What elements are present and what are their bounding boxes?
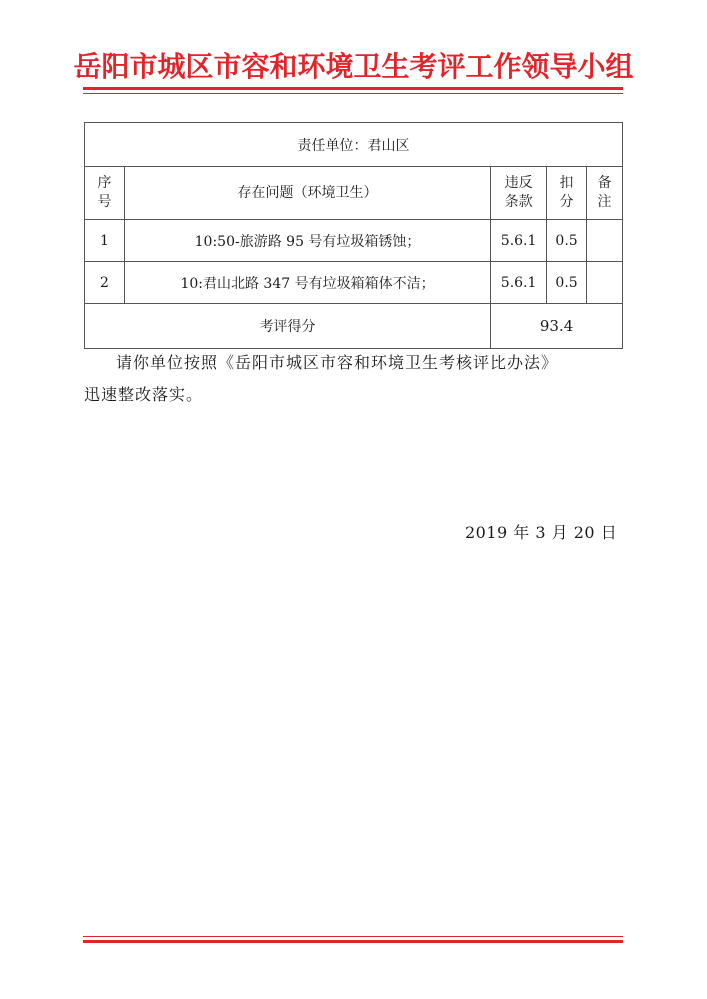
- instruction-paragraph: [84, 347, 624, 411]
- row-issue: 10:50-旅游路 95 号有垃圾箱锈蚀；: [124, 220, 490, 262]
- row-clause: 5.6.1: [491, 262, 547, 304]
- row-clause: 5.6.1: [491, 220, 547, 262]
- score-value: 93.4: [491, 304, 623, 349]
- issues-table: [84, 122, 623, 349]
- row-no: 1: [85, 220, 125, 262]
- header-no: 序 号: [85, 167, 125, 220]
- issue-date: 2019 年 3 月 20 日: [465, 523, 618, 542]
- header-remark: 备 注: [587, 167, 623, 220]
- table-row: [85, 262, 623, 304]
- responsible-unit-row: [85, 123, 623, 167]
- row-deduction: 0.5: [547, 220, 587, 262]
- row-no: 2: [85, 262, 125, 304]
- instruction-line-1: 请你单位按照《岳阳市城区市容和环境卫生考核评比办法》: [116, 353, 559, 372]
- responsible-unit: 责任单位：君山区: [85, 123, 623, 167]
- row-remark: [587, 220, 623, 262]
- header-deduction: 扣 分: [547, 167, 587, 220]
- document-title: 岳阳市城区市容和环境卫生考评工作领导小组: [73, 50, 634, 83]
- header-rule-thin: [83, 93, 623, 94]
- footer-rule-thick: [83, 940, 623, 943]
- table-row: [85, 220, 623, 262]
- header-rule-thick: [83, 87, 623, 90]
- header-clause: 违反 条款: [491, 167, 547, 220]
- score-row: [85, 304, 623, 349]
- row-remark: [587, 262, 623, 304]
- header-issue: 存在问题（环境卫生）: [124, 167, 490, 220]
- footer-rule-thin: [83, 936, 623, 937]
- row-deduction: 0.5: [547, 262, 587, 304]
- score-label: 考评得分: [85, 304, 491, 349]
- row-issue: 10:君山北路 347 号有垃圾箱箱体不洁；: [124, 262, 490, 304]
- table-header-row: [85, 167, 623, 220]
- instruction-line-2: 迅速整改落实。: [84, 385, 204, 404]
